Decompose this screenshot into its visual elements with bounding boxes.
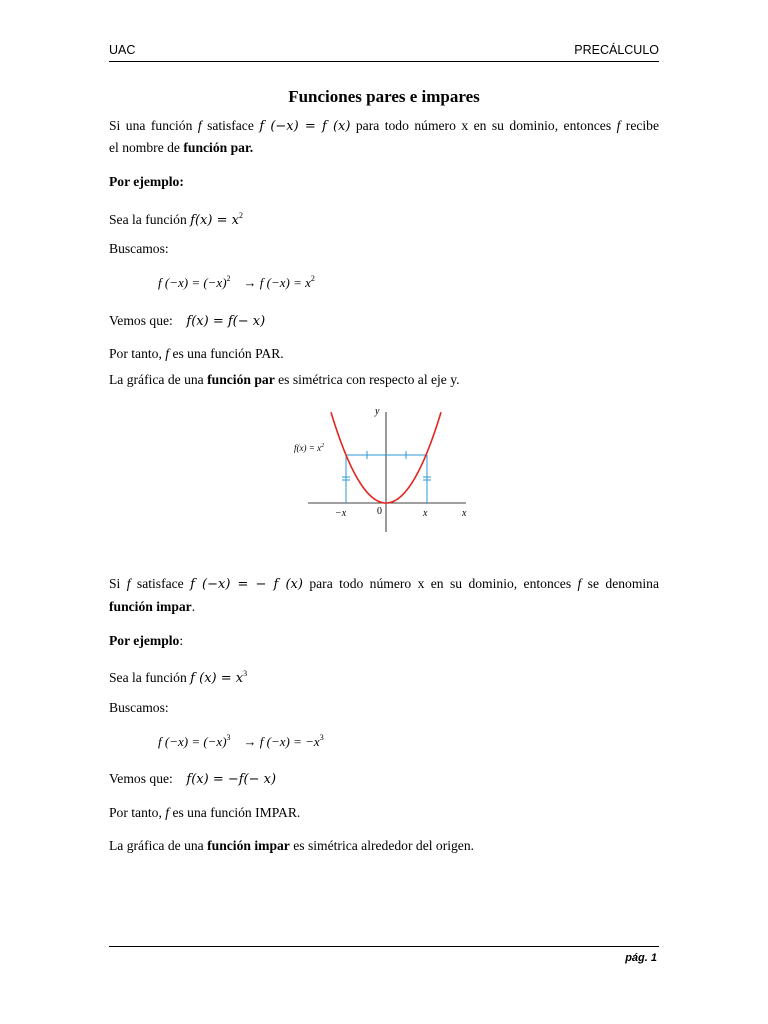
pos-x-tick-label: x [423, 508, 428, 519]
odd-function: Sea la función f $(x) = x^3$ [109, 669, 248, 686]
odd-example-label: Por ejemplo: [109, 633, 184, 648]
even-function: Sea la función $f(x) = x^2$ [109, 211, 243, 228]
even-buscamos: Buscamos: [109, 241, 169, 256]
odd-definition-line1: Si f satisface f (−x) = − f (x) para todo número x en su dominio, entonces f se denomina [109, 576, 659, 592]
odd-definition-line2: función impar. [109, 599, 196, 614]
parabola-figure [286, 400, 486, 540]
neg-x-tick-label: −x [335, 508, 347, 519]
even-example-label: Por ejemplo: [109, 174, 184, 189]
odd-conclusion: Por tanto, f es una función IMPAR. [109, 805, 301, 820]
even-equation: f $(-x) = (-x)^2$ → f $(-x) = x^2$ [158, 274, 315, 290]
page-number: pág. 1 [625, 952, 657, 964]
symmetry-guides [342, 451, 431, 503]
header-left: UAC [109, 43, 136, 57]
function-label: $f(x) = x^2$ [294, 443, 325, 453]
odd-vemos: Vemos que: f(x) = −f(− x) [109, 771, 277, 787]
y-axis-label: y [375, 406, 380, 417]
x-axis-label: x [462, 508, 467, 519]
even-conclusion: Por tanto, f es una función PAR. [109, 346, 284, 361]
origin-label: 0 [377, 506, 382, 517]
page-header [109, 43, 659, 62]
even-definition-line1: Si una función f satisface f (−x) = f (x) para todo número x en su dominio, entonces f recibe [109, 118, 660, 134]
odd-buscamos: Buscamos: [109, 700, 169, 715]
page-footer [109, 946, 659, 967]
even-definition-line2: el nombre de función par. [109, 140, 254, 155]
page-title: Funciones pares e impares [288, 87, 480, 106]
header-right: PRECÁLCULO [574, 43, 659, 57]
even-graph-statement: La gráfica de una función par es simétrica con respecto al eje y. [109, 372, 460, 387]
odd-graph-statement: La gráfica de una función impar es simétrica alrededor del origen. [109, 838, 475, 853]
even-vemos: Vemos que: f(x) = f(− x) [109, 313, 266, 329]
odd-equation: f $(-x) = (-x)^3$ → f $(-x) = -x^3$ [158, 733, 324, 749]
